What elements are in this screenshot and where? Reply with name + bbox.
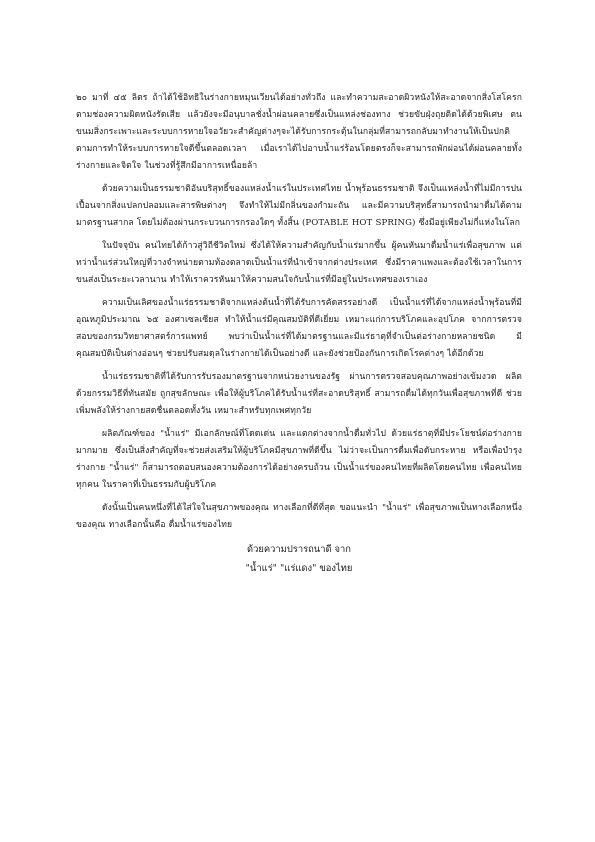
- paragraph-7: ดังนั้นเป็นคนหนึ่งที่ได้ใส่ใจในสุขภาพของคุณ ทางเลือกที่ดีที่สุด ขอแนะนำ "น้ำแร่" เพื่อสุขภาพเป็นทางเลือกหนึ่งของคุณ ทางเลือกนั้นคือ ดื่มน้ำแร่ของไทย: [76, 503, 522, 530]
- paragraph-3: ในปัจจุบัน คนไทยได้ก้าวสู่วิถีชีวิตใหม่ ซึ่งได้ให้ความสำคัญกับน้ำแร่มากขึ้น ผู้คนหันมาดื่มน้ำแร่เพื่อสุขภาพ แต่ทว่าน้ำแร่ส่วนใหญ่ที่วางจำหน่ายตามท้องตลาดเป็นน้ำแร่ที่นำเข้าจากต่างประเทศ ซึ่งมีราคาแพงและต้องใช้เวลาในการขนส่งเป็นระยะเวลานาน ทำให้เราควรหันมาให้ความสนใจกับน้ำแร่ที่มีอยู่ในประเทศของเราเอง: [76, 241, 522, 285]
- document-body: [76, 90, 522, 578]
- closing-signature: [76, 540, 522, 578]
- closing-line-2: "น้ำแร่" "แร่แดง" ของไทย: [245, 563, 353, 574]
- paragraph-6: ผลิตภัณฑ์ของ "น้ำแร่" มีเอกลักษณ์ที่โดดเด่น และแตกต่างจากน้ำดื่มทั่วไป ด้วยแร่ธาตุที่มีประโยชน์ต่อร่างกายมากมาย ซึ่งเป็นสิ่งสำคัญที่จะช่วยส่งเสริมให้ผู้บริโภคมีสุขภาพที่ดีขึ้น ไม่ว่าจะเป็นการดื่มเพื่อดับกระหาย หรือเพื่อบำรุงร่างกาย "น้ำแร่" ก็สามารถตอบสนองความต้องการได้อย่างครบถ้วน เป็นน้ำแร่ของคนไทยที่ผลิตโดยคนไทย เพื่อคนไทยทุกคน ในราคาที่เป็นธรรมกับผู้บริโภค: [76, 429, 522, 490]
- paragraph-5: น้ำแร่ธรรมชาติที่ได้รับการรับรองมาตรฐานจากหน่วยงานของรัฐ ผ่านการตรวจสอบคุณภาพอย่างเข้มงวด ผลิตด้วยกรรมวิธีที่ทันสมัย ถูกสุขลักษณะ เพื่อให้ผู้บริโภคได้รับน้ำแร่ที่สะอาดบริสุทธิ์ สามารถดื่มได้ทุกวันเพื่อสุขภาพที่ดี ช่วยเพิ่มพลังให้ร่างกายสดชื่นตลอดทั้งวัน เหมาะสำหรับทุกเพศทุกวัย: [76, 372, 522, 416]
- closing-line-1: ด้วยความปรารถนาดี จาก: [247, 544, 351, 555]
- paragraph-1: ๒๐ มาที่ ๔๕ ลิตร ถ้าได้ใช้อิทธิในร่างกายหมุนเวียนได้อย่างทั่วถึง และทำความสะอาดผิวหนังให้สะอาดจากสิ่งโสโครก ตามช่องความผิดหนังรัดเสีย แล้วยังจะมีอนุบาลชั่งน้ำผ่อนคลายซึ่งเป็นแหล่งช่องทาง ช่วยขับฝุ่งถุยติดได้ด้วยพิเศษ ตนขนมสิ่งกระเพาะและระบบการหายใจอวัยวะสำคัญต่างๆจะได้รับการกระตุ้นในกลุ่มที่สามารถกลับมาทำงานให้เป็นปกติ ตามการทำให้ระบบการหายใจดีขึ้นตลอดเวลา เมื่อเราได้ไปอาบน้ำแร่ร้อนโดยตรงก็จะสามารถพักผ่อนได้ผ่อนคลายทั้งร่างกายและจิตใจ ในช่วงที่รู้สึกมีอาการเหนื่อยล้า: [76, 93, 522, 171]
- paragraph-2: ด้วยความเป็นธรรมชาติอันบริสุทธิ์ของแหล่งน้ำแร่ในประเทศไทย น้ำพุร้อนธรรมชาติ จึงเป็นแหล่งน้ำที่ไม่มีการปนเปื้อนจากสิ่งแปลกปลอมและสารพิษต่างๆ จึงทำให้ไม่มีกลิ่นของกำมะถัน และมีความบริสุทธิ์สามารถนำมาดื่มได้ตามมาตรฐานสากล โดยไม่ต้องผ่านกระบวนการกรองใดๆ ทั้งสิ้น (POTABLE HOT SPRING) ซึ่งมีอยู่เพียงไม่กี่แห่งในโลก: [76, 184, 522, 228]
- paragraph-4: ความเป็นเลิศของน้ำแร่ธรรมชาติจากแหล่งต้นน้ำที่ได้รับการคัดสรรอย่างดี เป็นน้ำแร่ที่ได้จากแหล่งน้ำพุร้อนที่มีอุณหภูมิประมาณ ๖๕ องศาเซลเซียส ทำให้น้ำแร่มีคุณสมบัติที่ดีเยี่ยม เหมาะแก่การบริโภคและอุปโภค จากการตรวจสอบของกรมวิทยาศาสตร์การแพทย์ พบว่าเป็นน้ำแร่ที่ได้มาตรฐานและมีแร่ธาตุที่จำเป็นต่อร่างกายหลายชนิด มีคุณสมบัติเป็นด่างอ่อนๆ ช่วยปรับสมดุลในร่างกายได้เป็นอย่างดี และยังช่วยป้องกันการเกิดโรคต่างๆ ได้อีกด้วย: [76, 298, 522, 359]
